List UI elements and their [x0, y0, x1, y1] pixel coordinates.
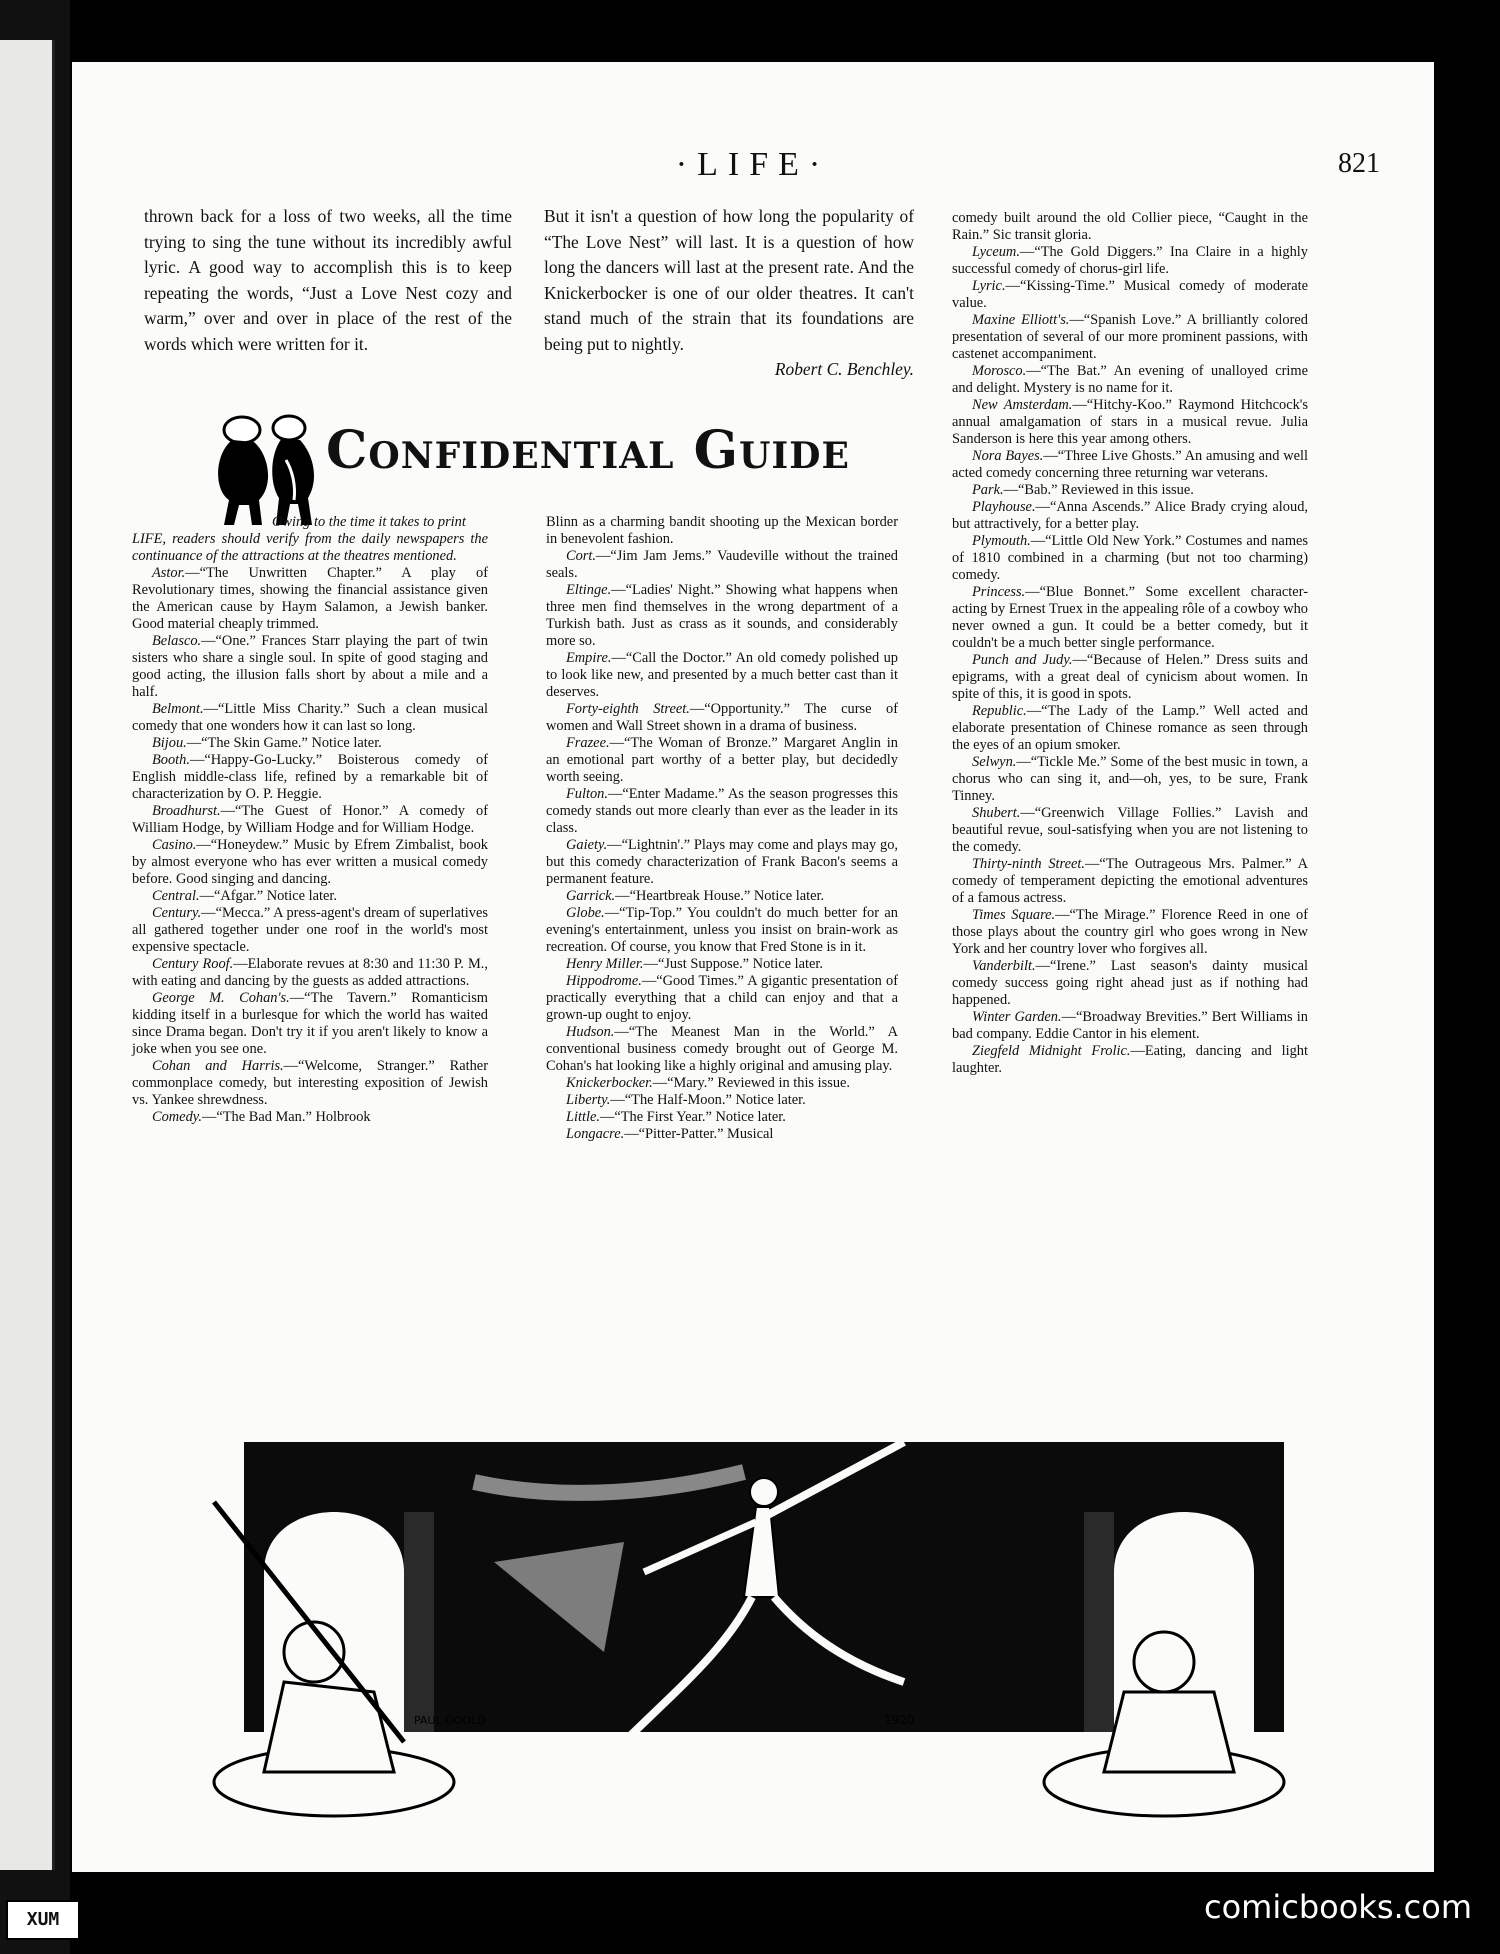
listing-text: —“Little Old New York.” Costumes and names of 1810 combined in a charming (but not too charming) comedy. [952, 533, 1308, 583]
theatre-name: Winter Garden. [972, 1009, 1062, 1025]
theatre-name: Playhouse. [972, 499, 1036, 515]
theatre-listing [546, 582, 898, 650]
theatre-name: Century Roof. [152, 956, 234, 972]
theatre-listing [952, 363, 1308, 397]
theatre-listing [952, 499, 1308, 533]
theatre-listing [546, 548, 898, 582]
theatre-listing [952, 312, 1308, 363]
author-signature: Robert C. Benchley. [774, 359, 914, 379]
theatre-listing [132, 905, 488, 956]
listing-text: —“Honeydew.” Music by Efrem Zimbalist, book by almost everyone who has ever written a musical comedy before. Good singing and dancing. [132, 837, 488, 887]
theatre-name: Republic. [972, 703, 1027, 719]
theatre-listing [952, 244, 1308, 278]
listing-text: —“Opportunity.” The curse of women and Wall Street shown in a drama of business. [546, 701, 898, 734]
listing-text: —Eating, dancing and light laughter. [952, 1043, 1308, 1076]
guide-column-3 [952, 210, 1308, 1077]
intro-text-2: But it isn't a question of how long the popularity of “The Love Nest” will last. It is a question of how long the dancers will last at the present rate. And the Knickerbocker is one of our older theatres. It can't stand much of the strain that its foundations are being put to nightly. [544, 206, 914, 354]
theatre-name: Little. [566, 1109, 600, 1125]
site-watermark: comicbooks.com [1203, 1888, 1472, 1926]
listing-text: Blinn as a charming bandit shooting up the Mexican border in benevolent fashion. [546, 514, 898, 547]
theatre-name: Astor. [152, 565, 186, 581]
note-lead: Owing to the time it takes to print [272, 514, 466, 530]
theatre-name: Comedy. [152, 1109, 202, 1125]
theatre-listing [546, 973, 898, 1024]
theatre-name: Nora Bayes. [972, 448, 1044, 464]
theatre-listing [546, 905, 898, 956]
theatre-listing [952, 278, 1308, 312]
listing-text: —“Kissing-Time.” Musical comedy of moderate value. [952, 278, 1308, 311]
listing-text: —“The Lady of the Lamp.” Well acted and elaborate presentation of Chinese romance as seen through the eyes of an opium smoker. [952, 703, 1308, 753]
theatre-name: Bijou. [152, 735, 187, 751]
facing-page-edge [0, 40, 55, 1870]
listing-text: —“Afgar.” Notice later. [199, 888, 338, 904]
theatre-listing [546, 956, 898, 973]
theatre-listing [132, 837, 488, 888]
artist-signature: PAUL GOOLD [414, 1714, 486, 1727]
theatre-listing [546, 837, 898, 888]
guide-column-1 [132, 514, 488, 1126]
listing-text: —“The Half-Moon.” Notice later. [610, 1092, 806, 1108]
listing-text: —“The Gold Diggers.” Ina Claire in a highly successful comedy of chorus-girl life. [952, 244, 1308, 277]
theatre-name: Maxine Elliott's. [972, 312, 1070, 328]
theatre-name: Lyceum. [972, 244, 1020, 260]
theatre-listing [132, 565, 488, 633]
microfilm-reel-label: XUM [6, 1900, 80, 1940]
theatre-name: Central. [152, 888, 200, 904]
theatre-name: Vanderbilt. [972, 958, 1036, 974]
theatre-name: Cohan and Harris. [152, 1058, 284, 1074]
theatre-name: Hudson. [566, 1024, 615, 1040]
page-number: 821 [1338, 148, 1380, 179]
listing-text: —“The Outrageous Mrs. Palmer.” A comedy of temperament depicting the emotional adventures of a famous actress. [952, 856, 1308, 906]
listing-text: —“Call the Doctor.” An old comedy polished up to look like new, and presented by a much better cast than it deserves. [546, 650, 898, 700]
theatre-listing [546, 735, 898, 786]
theatre-name: Empire. [566, 650, 612, 666]
theatre-name: Lyric. [972, 278, 1006, 294]
listing-text: —“Blue Bonnet.” Some excellent character-acting by Ernest Truex in the appealing rôle of a cowboy who never owned a gun. It could be a better comedy, but it couldn't be a much better single performance. [952, 584, 1308, 651]
theatre-name: Booth. [152, 752, 190, 768]
theatre-name: Morosco. [972, 363, 1027, 379]
theatre-name: Thirty-ninth Street. [972, 856, 1085, 872]
col1-listings [132, 565, 488, 1126]
theatre-name: Knickerbocker. [566, 1075, 653, 1091]
listing-text: —“The Bad Man.” Holbrook [201, 1109, 371, 1125]
listing-text: —“Three Live Ghosts.” An amusing and well acted comedy concerning three returning war veterans. [952, 448, 1308, 481]
listing-text: —“Because of Helen.” Dress suits and epigrams, with a great deal of cynicism about women. In spite of this, it is good in spots. [952, 652, 1308, 702]
theatre-listing [546, 1024, 898, 1075]
listing-text: —“Hitchy-Koo.” Raymond Hitchcock's annual amalgamation of stars in a musical revue. Julia Sanderson is here this year among others. [952, 397, 1308, 447]
listing-text: —“Bab.” Reviewed in this issue. [1003, 482, 1194, 498]
listing-text: —“Ladies' Night.” Showing what happens when three men find themselves in the wrong department of a Turkish bath. Just as crass as it sounds, and considerably more so. [546, 582, 898, 649]
theatre-name: Punch and Judy. [972, 652, 1073, 668]
theatre-listing [952, 907, 1308, 958]
theatre-listing [952, 1009, 1308, 1043]
dancer-illustration [204, 1422, 1322, 1832]
listing-text: comedy built around the old Collier piece, “Caught in the Rain.” Sic transit gloria. [952, 210, 1308, 243]
listing-text: —“Welcome, Stranger.” Rather commonplace comedy, but interesting exposition of Jewish vs. Yankee shrewdness. [132, 1058, 488, 1108]
theatre-listing [952, 482, 1308, 499]
theatre-name: Shubert. [972, 805, 1021, 821]
verify-note: LIFE, readers should verify from the daily newspapers the continuance of the attractions at the theatres mentioned. [132, 531, 488, 564]
listing-text: —“The Mirage.” Florence Reed in one of those plays about the country girl who goes wrong in New York and her country lover who forgives all. [952, 907, 1308, 957]
theatre-listing [546, 650, 898, 701]
running-head: ·LIFE· [675, 146, 831, 183]
theatre-listing [132, 990, 488, 1058]
theatre-name: Selwyn. [972, 754, 1017, 770]
listing-text: —“Tip-Top.” You couldn't do much better for an evening's entertainment, unless you insist on brain-work as recreation. Of course, you know that Fred Stone is in it. [546, 905, 898, 955]
theatre-name: Casino. [152, 837, 197, 853]
theatre-name: Cort. [566, 548, 596, 564]
theatre-listing [952, 754, 1308, 805]
theatre-name: Liberty. [566, 1092, 611, 1108]
theatre-name: Princess. [972, 584, 1026, 600]
theatre-listing [546, 514, 898, 548]
theatre-listing [132, 735, 488, 752]
theatre-listing [952, 958, 1308, 1009]
theatre-listing [952, 448, 1308, 482]
theatre-listing [952, 703, 1308, 754]
theatre-listing [546, 701, 898, 735]
theatre-name: Ziegfeld Midnight Frolic. [972, 1043, 1131, 1059]
listing-text: —“The Meanest Man in the World.” A conventional business comedy brought out of George M. Cohan's hat looking like a highly original and amusing play. [546, 1024, 898, 1074]
listing-text: —“Heartbreak House.” Notice later. [615, 888, 825, 904]
col2-listings [546, 514, 898, 1143]
theatre-listing [132, 701, 488, 735]
theatre-listing [546, 888, 898, 905]
theatre-listing [132, 1058, 488, 1109]
guide-column-2 [546, 514, 898, 1143]
listing-text: —“The First Year.” Notice later. [599, 1109, 786, 1125]
theatre-name: Belmont. [152, 701, 204, 717]
theatre-listing [132, 956, 488, 990]
theatre-name: Longacre. [566, 1126, 625, 1142]
listing-text: —“Anna Ascends.” Alice Brady crying aloud, but attractively, for a better play. [952, 499, 1308, 532]
theatre-name: Forty-eighth Street. [566, 701, 690, 717]
theatre-name: Frazee. [566, 735, 610, 751]
listing-text: —“Pitter-Patter.” Musical [624, 1126, 774, 1142]
theatre-name: Park. [972, 482, 1004, 498]
theatre-name: Plymouth. [972, 533, 1031, 549]
theatre-listing [952, 397, 1308, 448]
theatre-name: Broadhurst. [152, 803, 221, 819]
theatre-name: Hippodrome. [566, 973, 642, 989]
listing-text: —“Lightnin'.” Plays may come and plays may go, but this comedy characterization of Frank Bacon's seems a permanent feature. [546, 837, 898, 887]
listing-text: —“The Guest of Honor.” A comedy of William Hodge, by William Hodge and for William Hodge. [132, 803, 488, 836]
theatre-listing [546, 1126, 898, 1143]
theatre-listing [132, 1109, 488, 1126]
theatre-name: Belasco. [152, 633, 202, 649]
theatre-listing [952, 584, 1308, 652]
theatre-listing [952, 856, 1308, 907]
theatre-listing [952, 533, 1308, 584]
magazine-page [72, 62, 1434, 1872]
listing-text: —“Good Times.” A gigantic presentation of practically everything that a child can enjoy and that a grown-up ought to enjoy. [546, 973, 898, 1023]
listing-text: —“Tickle Me.” Some of the best music in town, a chorus who can sing it, and—oh, yes, to be sure, Frank Tinney. [952, 754, 1308, 804]
theatre-listing [132, 752, 488, 803]
theatre-name: George M. Cohan's. [152, 990, 290, 1006]
listing-text: —“The Tavern.” Romanticism kidding itself in a burlesque for which the world has waited since Drama began. Don't try it if you aren't likely to know a joke when you see one. [132, 990, 488, 1057]
listing-text: —“Mary.” Reviewed in this issue. [652, 1075, 851, 1091]
listing-text: —“Happy-Go-Lucky.” Boisterous comedy of English middle-class life, refined by a remarkable bit of characterization by O. P. Heggie. [132, 752, 488, 802]
listing-text: —“One.” Frances Starr playing the part of twin sisters who share a single soul. In spite of good staging and good acting, the illusion falls short by about a mile and a half. [132, 633, 488, 700]
listing-text: —“Irene.” Last season's dainty musical comedy success going right ahead just as if nothing had happened. [952, 958, 1308, 1008]
theatre-name: Fulton. [566, 786, 608, 802]
theatre-name: Garrick. [566, 888, 616, 904]
theatre-listing [546, 1075, 898, 1092]
theatre-name: Henry Miller. [566, 956, 644, 972]
theatre-name: New Amsterdam. [972, 397, 1073, 413]
listing-text: —“The Bat.” An evening of unalloyed crime and delight. Mystery is no name for it. [952, 363, 1308, 396]
intro-column-1 [144, 204, 512, 357]
theatre-name: Century. [152, 905, 202, 921]
listing-text: —“The Woman of Bronze.” Margaret Anglin in an emotional part worthy of a better play, but decidedly worth seeing. [546, 735, 898, 785]
theatre-name: Gaiety. [566, 837, 608, 853]
theatre-name: Times Square. [972, 907, 1056, 923]
listing-text: —“Jim Jam Jems.” Vaudeville without the trained seals. [546, 548, 898, 581]
theatre-listing [546, 1109, 898, 1126]
illustration-year: 1920 [884, 1713, 915, 1727]
guide-ornament-figures [204, 400, 324, 530]
theatre-listing [952, 805, 1308, 856]
col3-listings [952, 210, 1308, 1077]
listing-text: —“Just Suppose.” Notice later. [643, 956, 823, 972]
theatre-listing [132, 633, 488, 701]
listing-text: —Elaborate revues at 8:30 and 11:30 P. M., with eating and dancing by the guests as added attractions. [132, 956, 488, 989]
theatre-listing [132, 803, 488, 837]
theatre-listing [952, 210, 1308, 244]
listing-text: —“Little Miss Charity.” Such a clean musical comedy that one wonders how it can last so long. [132, 701, 488, 734]
listing-text: —“The Unwritten Chapter.” A play of Revolutionary times, showing the financial assistance given the American cause by Haym Salamon, a Jewish banker. Good material cheaply trimmed. [132, 565, 488, 632]
theatre-listing [952, 1043, 1308, 1077]
theatre-listing [546, 1092, 898, 1109]
listing-text: —“Greenwich Village Follies.” Lavish and beautiful revue, soul-satisfying when you are not listening to the comedy. [952, 805, 1308, 855]
theatre-listing [952, 652, 1308, 703]
intro-text-1: thrown back for a loss of two weeks, all the time trying to sing the tune without its incredibly awful lyric. A good way to accomplish this is to keep repeating the words, “Just a Love Nest cozy and warm,” over and over in place of the rest of the words which were written for it. [144, 206, 512, 354]
listing-text: —“Broadway Brevities.” Bert Williams in bad company. Eddie Cantor in his element. [952, 1009, 1308, 1042]
intro-column-2 [544, 204, 914, 383]
theatre-name: Eltinge. [566, 582, 612, 598]
theatre-listing [132, 888, 488, 905]
theatre-listing [546, 786, 898, 837]
listing-text: —“The Skin Game.” Notice later. [186, 735, 382, 751]
theatre-name: Globe. [566, 905, 605, 921]
listing-text: —“Mecca.” A press-agent's dream of superlatives all gathered together under one roof in the world's most expensive spectacle. [132, 905, 488, 955]
listing-text: —“Enter Madame.” As the season progresses this comedy stands out more clearly than ever as the leader in its class. [546, 786, 898, 836]
guide-title: Confidential Guide [326, 420, 850, 481]
listing-text: —“Spanish Love.” A brilliantly colored presentation of several of our more prominent passions, with castenet accompaniment. [952, 312, 1308, 362]
